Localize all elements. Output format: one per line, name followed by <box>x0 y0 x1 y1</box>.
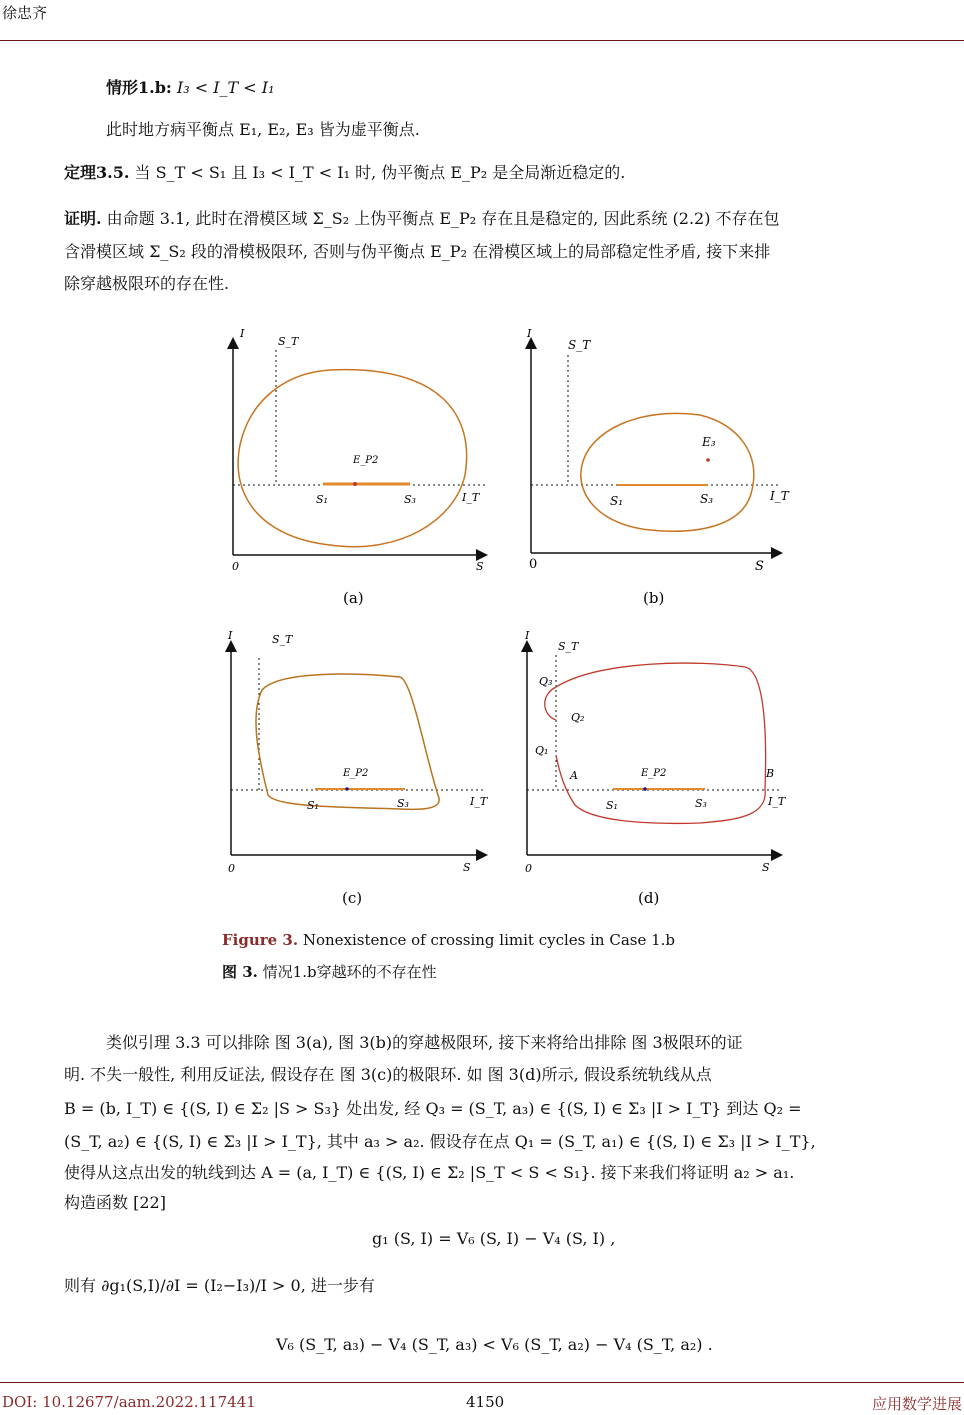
axis-s-c: S <box>463 861 471 874</box>
body-line-1: 类似引理 3.3 可以排除 图 3(a), 图 3(b)的穿越极限环, 接下来将给出排除 图 3极限环的证 <box>106 1033 743 1052</box>
it-c: I_T <box>470 795 488 808</box>
body-line-5: 使得从这点出发的轨线到达 A = (a, I_T) ∈ {(S, I) ∈ Σ₂ |S_T < S < S₁}. 接下来我们将证明 a₂ > a₁. <box>64 1163 795 1182</box>
caption-zh-label: 图 3. <box>222 963 258 981</box>
s3-c: S₃ <box>397 797 409 810</box>
case-heading <box>106 72 964 103</box>
origin-b: 0 <box>529 557 538 572</box>
proof-line-2: 含滑模区域 Σ_S₂ 段的滑模极限环, 否则与伪平衡点 E_P₂ 在滑模区域上的局部稳定性矛盾, 接下来排 <box>64 242 771 261</box>
it-b: I_T <box>770 489 789 503</box>
s3-b: S₃ <box>700 492 714 506</box>
page-header <box>0 0 964 41</box>
page-footer <box>0 1382 964 1415</box>
s1-a: S₁ <box>316 493 328 506</box>
body-line-3: B = (b, I_T) ∈ {(S, I) ∈ Σ₂ |S > S₃} 处出发, 经 Q₃ = (S_T, a₃) ∈ {(S, I) ∈ Σ₃ |I > I_T} 到达 Q₂ = <box>64 1099 802 1118</box>
page-number: 4150 <box>466 1393 505 1411</box>
axis-s-a: S <box>476 560 484 573</box>
axis-s-d: S <box>762 861 770 874</box>
caption-english <box>222 931 675 949</box>
panel-c <box>227 629 489 907</box>
ep-a: E_P2 <box>353 455 379 466</box>
s3-d: S₃ <box>695 797 707 810</box>
a-d: A <box>570 769 578 782</box>
panel-b <box>526 327 790 607</box>
q2-d: Q₂ <box>571 711 585 724</box>
panel-a <box>232 327 485 607</box>
st-a: S_T <box>278 335 299 348</box>
body-line-2: 明. 不失一般性, 利用反证法, 假设存在 图 3(c)的极限环. 如 图 3(d)所示, 假设系统轨线从点 <box>64 1065 712 1084</box>
caption-en-text: Nonexistence of crossing limit cycles in Case 1.b <box>302 931 676 949</box>
equation-1: g₁ (S, I) = V₆ (S, I) − V₄ (S, I) , <box>372 1229 616 1248</box>
axis-i-d: I <box>525 629 530 642</box>
label-d: (d) <box>638 889 660 907</box>
theorem-text: 当 S_T < S₁ 且 I₃ < I_T < I₁ 时, 伪平衡点 E_P₂ 是全局渐近稳定的. <box>134 163 626 182</box>
origin-a: 0 <box>232 560 239 573</box>
proof-label: 证明. <box>64 209 102 228</box>
origin-d: 0 <box>525 862 532 875</box>
proof-line-1 <box>64 203 964 234</box>
axis-i-b: I <box>527 327 532 340</box>
st-c: S_T <box>272 633 293 646</box>
caption-zh-text: 情况1.b穿越环的不存在性 <box>262 963 437 981</box>
label-a: (a) <box>343 589 364 607</box>
case-condition: I₃ < I_T < I₁ <box>176 78 275 97</box>
equation-2: V₆ (S_T, a₃) − V₄ (S_T, a₃) < V₆ (S_T, a₂) − V₄ (S_T, a₂) . <box>276 1335 713 1354</box>
caption-chinese <box>222 961 437 982</box>
q3-d: Q₃ <box>539 675 553 688</box>
st-b: S_T <box>568 338 591 352</box>
body-line-6: 构造函数 [22] <box>64 1193 166 1212</box>
limit-cycle-b <box>581 413 754 531</box>
s1-d: S₁ <box>606 799 618 812</box>
axis-i-a: I <box>240 327 245 340</box>
s3-a: S₃ <box>404 493 416 506</box>
ep-d: E_P2 <box>641 768 667 779</box>
trajectory-d <box>556 663 766 823</box>
ep-c: E_P2 <box>343 768 369 779</box>
panel-d <box>524 629 787 907</box>
theorem <box>64 157 964 188</box>
label-c: (c) <box>342 889 363 907</box>
e3-b: E₃ <box>702 435 716 449</box>
proof-line-3: 除穿越极限环的存在性. <box>64 274 230 293</box>
figure-3 <box>0 315 964 915</box>
axis-s-b: S <box>755 559 764 574</box>
footer-journal[interactable]: 应用数学进展 <box>871 1395 962 1413</box>
it-d: I_T <box>768 795 786 808</box>
proof-text-1: 由命题 3.1, 此时在滑模区域 Σ_S₂ 上伪平衡点 E_P₂ 存在且是稳定的, 因此系统 (2.2) 不存在包 <box>106 209 780 228</box>
footer-doi[interactable]: DOI: 10.12677/aam.2022.117441 <box>2 1393 256 1411</box>
header-author: 徐忠齐 <box>2 4 48 22</box>
q1-d: Q₁ <box>535 744 549 757</box>
origin-c: 0 <box>228 862 235 875</box>
s1-b: S₁ <box>610 494 624 508</box>
body-line-4: (S_T, a₂) ∈ {(S, I) ∈ Σ₃ |I > I_T}, 其中 a₃ > a₂. 假设存在点 Q₁ = (S_T, a₁) ∈ {(S, I) ∈ Σ₃ |I > I_T}, <box>64 1132 816 1151</box>
caption-en-label: Figure 3. <box>222 931 299 949</box>
theorem-label: 定理3.5. <box>64 163 130 182</box>
case-text: 此时地方病平衡点 E₁, E₂, E₃ 皆为虚平衡点. <box>106 120 420 139</box>
s1-c: S₁ <box>307 799 319 812</box>
st-d: S_T <box>558 640 579 653</box>
case-label: 情形1.b: <box>106 78 172 97</box>
q3-q2-loop <box>545 687 556 720</box>
body-line-7: 则有 ∂g₁(S,I)/∂I = (I₂−I₃)/I > 0, 进一步有 <box>64 1276 375 1295</box>
label-b: (b) <box>643 589 665 607</box>
it-a: I_T <box>462 491 480 504</box>
b-d: B <box>766 767 775 780</box>
axis-i-c: I <box>228 629 233 642</box>
